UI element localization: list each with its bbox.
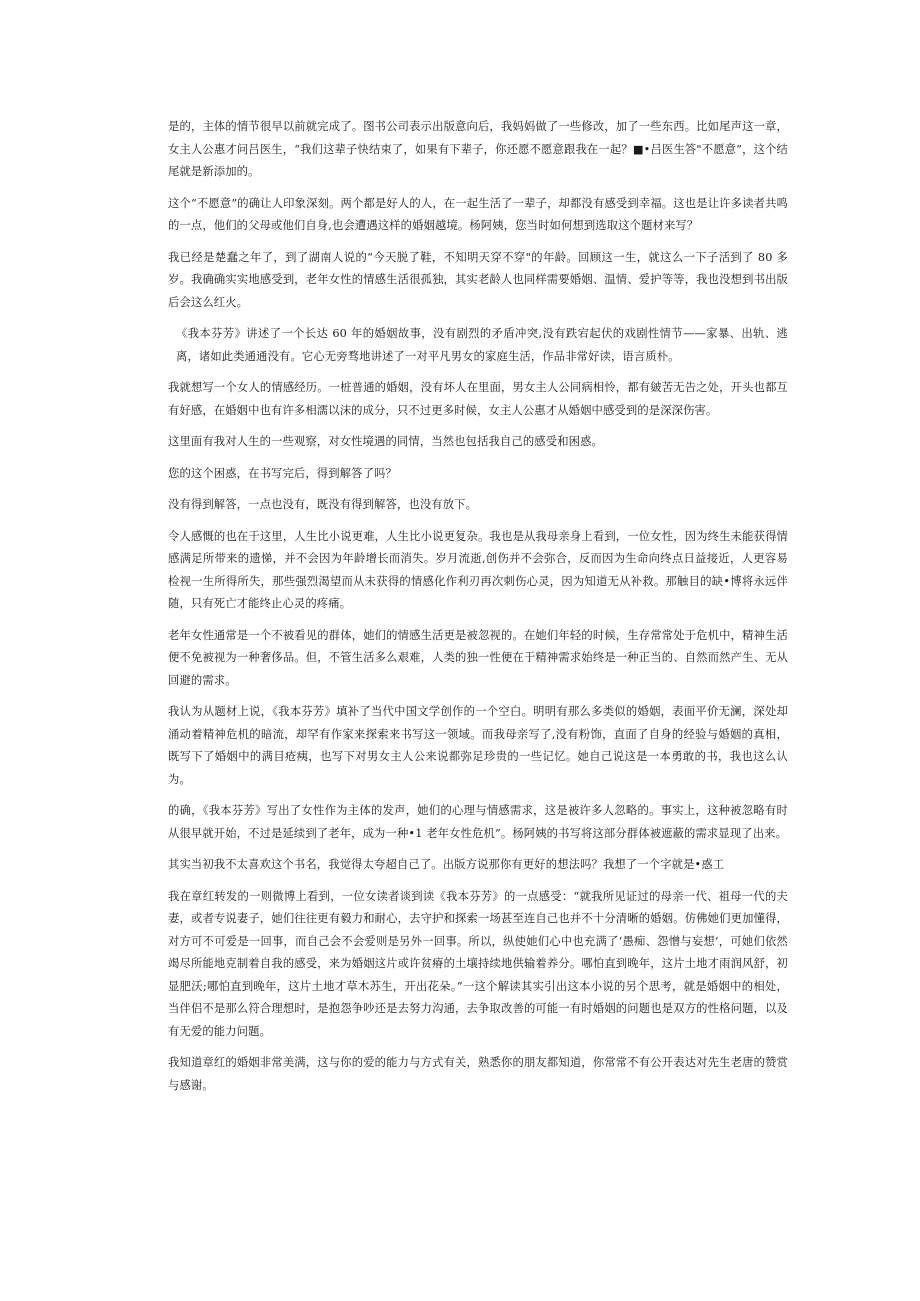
paragraph: 我就想写一个女人的情感经历。一桩普通的婚姻，没有坏人在里面，男女主人公同病相怜，都有皴苦无告之处，开头也都互有好感，在婚姻中也有许多相濡以沫的成分，只不过更多时候，女主人公惠才从婚姻中感受到的是深深伤害。 <box>168 381 788 417</box>
document-body <box>168 116 788 1106</box>
paragraph: 令人感慨的也在于这里，人生比小说更难，人生比小说更复杂。我也是从我母亲身上看到，一位女性，因为终生未能获得情感满足所带来的遗悌，并不会因为年龄增长而消失。岁月流逝,创伤并不会弥合，反而因为生命向终点日益接近，人更容易检视一生所得所失，那些强烈渴望而从未获得的情感化作利刃再次刺伤心灵，因为知道无从补救。那触目的缺•博将永远伴随，只有死亡才能终止心灵的疼痛。 <box>168 529 788 610</box>
paragraph: 我认为从题材上说，《我本芬芳》填补了当代中国文学创作的一个空白。明明有那么多类似的婚姻，表面平价无澜，深处却涌动着精神危机的暗流，却罕有作家来探索来书写这一领域。而我母亲写了,没有粉饰，直面了自身的经验与婚姻的真相，既写下了婚姻中的满目疮痍，也写下对男女主人公来说都弥足珍贵的一些记忆。她自己说这是一本勇敢的书，我也这么认为。 <box>168 705 788 786</box>
paragraph: 我在章红转发的一则微博上看到，一位女读者谈到读《我本芬芳》的一点感受：“就我所见证过的母亲一代、祖母一代的夫妻，或者专说妻子，她们往往更有毅力和耐心，去守护和探索一场甚至连自己也并不十分清晰的婚姻。仿佛她们更加懂得，对方可不可爱是一回事，而自己会不会爱则是另外一回事。所以，纵使她们心中也充满了‘愚痴、怨憎与妄想‘，可她们依然竭尽所能地克制着自我的感受，来为婚姻这片或许贫瘠的土壤持续地供输着养分。哪怕直到晚年，这片土地才雨润风舒，初显肥沃;哪怕直到晚年，这片土地才草木苏生，开出花朵。”一这个解读其实引出这本小说的另个思考，就是婚姻中的相处，当伴侣不是那么符合理想时，是抱怨争吵还是去努力沟通，去争取改善的可能一有时婚姻的问题也是双方的性格问题，以及有无爱的能力问题。 <box>168 889 788 1038</box>
paragraph: 是的，主体的情节很早以前就完成了。图书公司表示出版意向后，我妈妈做了一些修改，加了一些东西。比如尾声这一章，女主人公惠才问吕医生，“我们这辈子快结束了，如果有下辈子，你还愿不愿意跟我在一起？■•吕医生答"不愿意”，这个结尾就是新添加的。 <box>168 120 788 178</box>
paragraph: 您的这个困惑，在书写完后，得到解答了吗？ <box>168 466 397 480</box>
paragraph: 我已经是楚蠢之年了，到了湖南人说的“今天脱了鞋，不知明天穿不穿"的年龄。回顾这一生，就这么一下子活到了 80 多岁。我确确实实地感受到，老年女性的情感生活很孤独，其实老龄人也同样需要婚姻、温情、爱护等等，我也没想到书出版后会这么红火。 <box>168 250 788 309</box>
paragraph: 我知道章红的婚姻非常美满，这与你的爱的能力与方式有关，熟悉你的朋友都知道，你常常不有公开表达对先生老唐的赞赏与感谢。 <box>168 1056 788 1092</box>
paragraph: 其实当初我不太喜欢这个书名，我觉得太夸超自己了。出版方说那你有更好的想法吗？我想了一个字就是•惑工 <box>168 858 725 871</box>
paragraph: 老年女性通常是一个不被看见的群体，她们的情感生活更是被忽视的。在她们年轻的时候，生存常常处于危机中，精神生活便不免被视为一种奢侈品。但，不管生活多么艰难，人类的独一性便在于精神需求始终是一种正当的、自然而然产生、无从回避的需求。 <box>168 628 788 687</box>
paragraph: 这里面有我对人生的一些观察，对女性境遇的同情，当然也包括我自己的感受和困惑。 <box>168 435 603 448</box>
paragraph: 没有得到解答，一点也没有，既没有得到解答，也没有放下。 <box>168 498 478 511</box>
paragraph: 这个“不愿意”的确让人印象深刻。两个都是好人的人，在一起生活了一辈子，却都没有感受到幸福。这也是让许多读者共鸣的一点，他们的父母或他们自身,也会遭遇这样的婚姻越境。杨阿姨，您当时如何想到选取这个题材来写？ <box>168 196 788 232</box>
paragraph: 的确，《我本芬芳》写出了女性作为主体的发声，她们的心理与情感需求，这是被许多人忽略的。事实上，这种被忽略有时从很早就开始，不过是延续到了老年，成为一种•1 老年女性危机”。杨阿姨的书写将这部分群体被遮蔽的需求显现了出来。 <box>168 804 788 840</box>
paragraph: 《我本芬芳》讲述了一个长达 60 年的婚姻故事，没有剧烈的矛盾冲突,没有跌宕起伏的戏剧性情节——家暴、出轨、逃离，诸如此类通通没有。它心无旁骛地讲述了一对平凡男女的家庭生活，作品非常好读，语言质朴。 <box>176 327 788 363</box>
